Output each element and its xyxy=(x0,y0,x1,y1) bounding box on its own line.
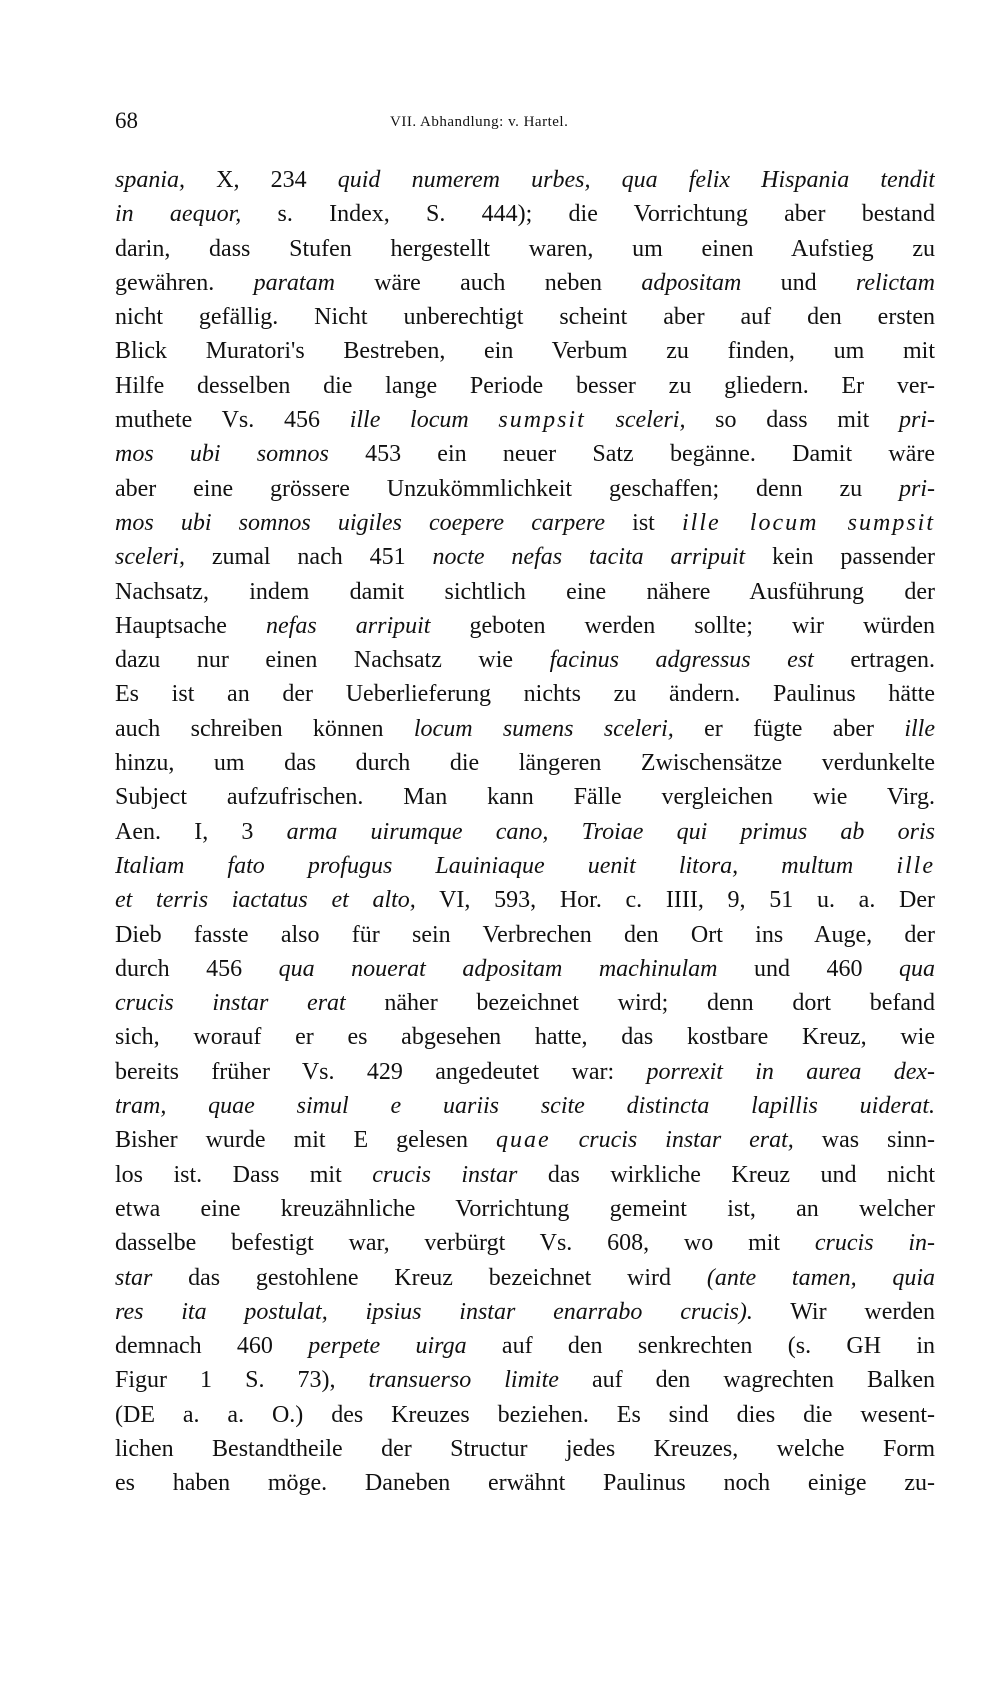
italic-segment: qua xyxy=(899,955,935,982)
text-segment: auf den senkrechten (s. GH in xyxy=(466,1333,935,1360)
text-segment: bereits früher Vs. 429 angedeutet war: xyxy=(115,1058,647,1085)
text-segment: (DE a. a. O.) des Kreuzes beziehen. Es sind dies die wesent- xyxy=(115,1401,935,1428)
text-line xyxy=(115,1055,935,1089)
text-line xyxy=(115,1123,935,1157)
italic-segment: star xyxy=(115,1264,153,1291)
text-line xyxy=(115,197,935,231)
text-segment: 453 ein neuer Satz begänne. Damit wäre xyxy=(328,441,935,468)
italic-segment: Italiam fato profugus Lauiniaque uenit litora, multum xyxy=(115,852,897,879)
text-segment: das gestohlene Kreuz bezeichnet wird xyxy=(152,1264,707,1291)
text-line xyxy=(115,163,935,197)
text-segment: muthete Vs. 456 xyxy=(115,407,350,434)
text-segment: dasselbe befestigt war, verbürgt Vs. 608, wo mit xyxy=(115,1230,815,1257)
text-segment: darin, dass Stufen hergestellt waren, um einen Aufstieg zu xyxy=(115,235,935,262)
text-segment: auch schreiben können xyxy=(115,715,414,742)
italic-segment: arma uirumque cano, Troiae qui primus ab oris xyxy=(286,818,935,845)
text-segment: Nachsatz, indem damit sichtlich eine nähere Ausführung der xyxy=(115,578,935,605)
italic-segment: mos ubi somnos uigiles coepere carpere xyxy=(115,509,605,536)
text-segment: kein passender xyxy=(745,544,935,571)
text-line xyxy=(115,540,935,574)
text-segment: s. Index, S. 444); die Vorrichtung aber bestand xyxy=(241,201,935,228)
text-segment: Wir werden xyxy=(752,1298,935,1325)
italic-segment: spania, xyxy=(115,167,186,193)
text-segment: Es ist an der Ueberlieferung nichts zu ändern. Paulinus hätte xyxy=(115,681,935,708)
italic-segment: ille locum xyxy=(349,407,499,434)
italic-segment: porrexit in aurea dex- xyxy=(646,1058,935,1085)
italic-segment: ille locum sumpsit xyxy=(682,509,935,536)
text-segment: zumal nach 451 xyxy=(184,544,433,571)
text-segment: sich, worauf er es abgesehen hatte, das kostbare Kreuz, wie xyxy=(115,1024,935,1051)
italic-segment: qua nouerat adpositam machinulam xyxy=(278,955,718,982)
text-segment: Figur 1 S. 73), xyxy=(115,1367,369,1394)
italic-segment: locum sumens sceleri, xyxy=(413,715,674,742)
text-line xyxy=(115,334,935,368)
text-line xyxy=(115,403,935,437)
text-segment: Aen. I, 3 xyxy=(115,818,287,845)
italic-segment: mos ubi somnos xyxy=(115,441,329,468)
text-segment: näher bezeichnet wird; denn dort befand xyxy=(345,990,935,1017)
italic-segment: tram, quae simul e uariis scite distincta lapillis uiderat. xyxy=(115,1093,935,1120)
text-line xyxy=(115,1226,935,1260)
text-line xyxy=(115,712,935,746)
text-line xyxy=(115,849,935,883)
text-segment: er fügte aber xyxy=(673,715,905,742)
text-segment: los ist. Dass mit xyxy=(115,1161,373,1188)
text-line xyxy=(115,883,935,917)
text-line xyxy=(115,437,935,471)
text-line xyxy=(115,609,935,643)
text-segment: aber eine grössere Unzukömmlichkeit geschaffen; denn zu xyxy=(115,475,899,502)
text-segment: lichen Bestandtheile der Structur jedes Kreuzes, welche Form xyxy=(115,1435,935,1462)
italic-segment: quid numerem urbes, qua felix Hispania tendit xyxy=(337,167,935,193)
text-line xyxy=(115,1020,935,1054)
text-segment: durch 456 xyxy=(115,955,279,982)
italic-segment: pri- xyxy=(899,475,935,502)
text-segment: ist xyxy=(605,509,683,536)
text-segment: gewähren. xyxy=(115,269,254,296)
text-line xyxy=(115,1432,935,1466)
text-line xyxy=(115,1295,935,1329)
text-line xyxy=(115,1192,935,1226)
text-line xyxy=(115,266,935,300)
text-line xyxy=(115,643,935,677)
italic-segment: sumpsit xyxy=(498,407,586,434)
text-segment: Hilfe desselben die lange Periode besser zu gliedern. Er ver- xyxy=(115,372,935,399)
italic-segment: res ita postulat, ipsius instar enarrabo crucis). xyxy=(115,1298,753,1325)
italic-segment: adpositam xyxy=(641,269,742,296)
text-segment: geboten werden sollte; wir würden xyxy=(430,612,935,639)
italic-segment: paratam xyxy=(253,269,335,296)
italic-segment: in aequor, xyxy=(115,201,242,228)
text-segment: Hauptsache xyxy=(115,612,267,639)
text-line xyxy=(115,1089,935,1123)
page-header xyxy=(115,108,935,148)
text-segment: dazu nur einen Nachsatz wie xyxy=(115,647,550,674)
text-line xyxy=(115,952,935,986)
italic-segment: transuerso limite xyxy=(368,1367,559,1394)
italic-segment: ille xyxy=(896,852,935,879)
text-segment: Dieb fasste also für sein Verbrechen den Ort ins Auge, der xyxy=(115,921,935,948)
italic-segment: et terris iactatus et alto, xyxy=(115,887,416,914)
italic-segment: crucis instar erat, xyxy=(550,1127,794,1154)
text-line xyxy=(115,369,935,403)
text-segment: auf den wagrechten Balken xyxy=(558,1367,935,1394)
italic-segment: crucis in- xyxy=(814,1230,935,1257)
text-line xyxy=(115,1466,935,1500)
text-segment: Blick Muratori's Bestreben, ein Verbum zu finden, um mit xyxy=(115,338,935,365)
italic-segment: crucis instar erat xyxy=(115,990,346,1017)
text-segment: ertragen. xyxy=(813,647,935,674)
italic-segment: crucis instar xyxy=(372,1161,518,1188)
text-line xyxy=(115,506,935,540)
italic-segment: (ante tamen, quia xyxy=(706,1264,935,1291)
running-head: VII. Abhandlung: v. Hartel. xyxy=(390,114,569,130)
text-segment: VI, 593, Hor. c. IIII, 9, 51 u. a. Der xyxy=(415,887,935,914)
italic-segment: quae xyxy=(495,1127,551,1154)
italic-segment: nocte nefas tacita arripuit xyxy=(432,544,746,571)
text-line xyxy=(115,746,935,780)
text-segment: wäre auch neben xyxy=(334,269,642,296)
text-line xyxy=(115,1158,935,1192)
text-segment: demnach 460 xyxy=(115,1333,309,1360)
italic-segment: ille xyxy=(904,715,935,742)
text-line xyxy=(115,575,935,609)
italic-segment: relictam xyxy=(855,269,935,296)
text-line xyxy=(115,780,935,814)
text-segment: nicht gefällig. Nicht unberechtigt scheint aber auf den ersten xyxy=(115,304,935,331)
text-line xyxy=(115,918,935,952)
text-segment: Bisher wurde mit E gelesen xyxy=(115,1127,496,1154)
body-text xyxy=(115,163,935,1501)
italic-segment: sceleri, xyxy=(115,544,185,571)
text-segment: Subject aufzufrischen. Man kann Fälle vergleichen wie Virg. xyxy=(115,784,935,811)
text-segment: so dass mit xyxy=(685,407,899,434)
text-segment: es haben möge. Daneben erwähnt Paulinus noch einige zu- xyxy=(115,1470,935,1497)
text-line xyxy=(115,1363,935,1397)
italic-segment: sceleri, xyxy=(585,407,686,434)
text-line xyxy=(115,986,935,1020)
italic-segment: perpete uirga xyxy=(308,1333,467,1360)
italic-segment: nefas arripuit xyxy=(266,612,431,639)
text-segment: und 460 xyxy=(717,955,899,982)
italic-segment: pri- xyxy=(899,407,935,434)
text-line xyxy=(115,1329,935,1363)
text-line xyxy=(115,815,935,849)
text-segment: und xyxy=(741,269,856,296)
text-line xyxy=(115,1261,935,1295)
text-segment: etwa eine kreuzähnliche Vorrichtung gemeint ist, an welcher xyxy=(115,1195,935,1222)
text-line xyxy=(115,472,935,506)
text-segment: das wirkliche Kreuz und nicht xyxy=(517,1161,935,1188)
text-line xyxy=(115,1398,935,1432)
text-segment: X, 234 xyxy=(185,167,338,193)
text-line xyxy=(115,300,935,334)
text-segment: hinzu, um das durch die längeren Zwischensätze verdunkelte xyxy=(115,750,935,777)
italic-segment: facinus adgressus est xyxy=(549,647,814,674)
page-number: 68 xyxy=(115,108,138,133)
text-line xyxy=(115,232,935,266)
text-line xyxy=(115,677,935,711)
text-segment: was sinn- xyxy=(793,1127,935,1154)
